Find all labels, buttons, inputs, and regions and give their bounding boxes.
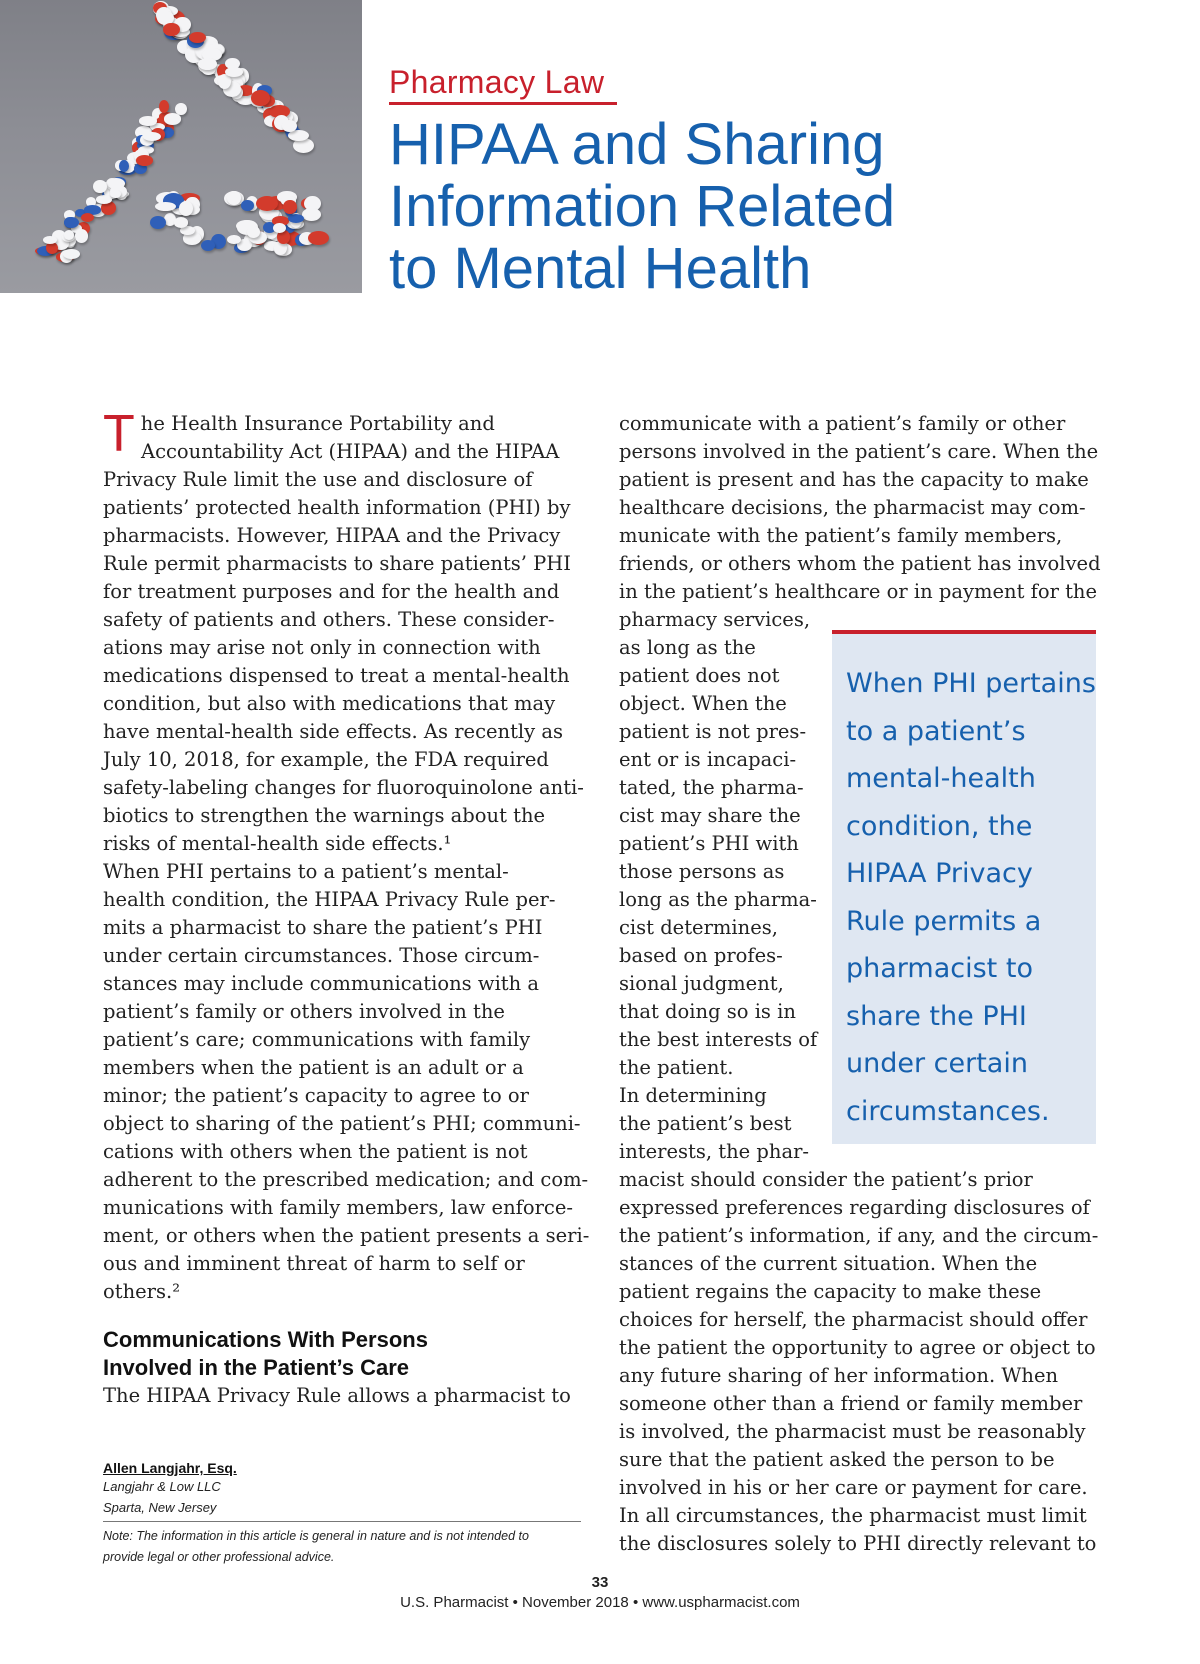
- pull-quote-line: Rule permits a: [846, 905, 1042, 937]
- pill-shape: [43, 236, 57, 244]
- body-line: macist should consider the patient’s prior: [619, 1168, 1033, 1191]
- disclaimer-line: provide legal or other professional advice.: [103, 1550, 335, 1564]
- pill-shape: [150, 216, 166, 229]
- pull-quote-line: under certain: [846, 1048, 1028, 1079]
- pull-quote: [832, 630, 1096, 1144]
- pill-shape: [179, 201, 194, 217]
- body-line: sure that the patient asked the person to be: [619, 1448, 1055, 1471]
- body-line: friends, or others whom the patient has involved: [619, 552, 1101, 575]
- pull-quote-line: share the PHI: [846, 1000, 1027, 1032]
- paragraph-after-subheading: [103, 1382, 581, 1410]
- pill-shape: [75, 229, 88, 243]
- body-line: health condition, the HIPAA Privacy Rule per-: [103, 888, 556, 911]
- body-line: munications with family members, law enforce-: [103, 1196, 573, 1219]
- pill-shape: [159, 100, 169, 113]
- body-line: sional judgment,: [619, 972, 784, 995]
- section-label-underline: [389, 102, 617, 105]
- pill-shape: [164, 113, 181, 124]
- title-line: Information Related: [389, 174, 896, 239]
- body-line: object to sharing of the patient’s PHI; communi-: [103, 1112, 581, 1135]
- body-line: In all circumstances, the pharmacist must limit: [619, 1504, 1087, 1527]
- body-line: he Health Insurance Portability and: [140, 412, 495, 435]
- pull-quote-line: circumstances.: [846, 1095, 1050, 1127]
- pill-shape: [227, 191, 241, 206]
- author-divider: [103, 1521, 581, 1522]
- body-line: object. When the: [619, 692, 787, 715]
- title-line: HIPAA and Sharing: [389, 112, 885, 177]
- author-name: Allen Langjahr, Esq.: [103, 1460, 237, 1476]
- body-line: adherent to the prescribed medication; and com-: [103, 1168, 589, 1191]
- body-line: under certain circumstances. Those circum-: [103, 944, 540, 967]
- body-line: interests, the phar-: [619, 1140, 809, 1163]
- body-line: municate with the patient’s family members,: [619, 524, 1063, 547]
- pull-quote-line: mental-health: [846, 763, 1036, 794]
- body-line: persons involved in the patient’s care. When the: [619, 440, 1099, 463]
- publication-footer: U.S. Pharmacist • November 2018 • www.uspharmacist.com: [400, 1594, 800, 1611]
- body-line: patient is present and has the capacity to make: [619, 468, 1089, 491]
- body-line: condition, but also with medications that may: [103, 692, 556, 715]
- body-line: tated, the pharma-: [619, 776, 804, 799]
- body-line: Accountability Act (HIPAA) and the HIPAA: [141, 440, 560, 463]
- body-line: those persons as: [619, 860, 785, 883]
- pill-shape: [241, 200, 254, 210]
- pull-quote-line: HIPAA Privacy: [846, 858, 1033, 889]
- pill-shape: [288, 214, 304, 223]
- body-line: expressed preferences regarding disclosures of: [619, 1196, 1090, 1219]
- hero-image-gavel-of-pills: [0, 0, 362, 293]
- body-line: communicate with a patient’s family or other: [619, 412, 1066, 435]
- body-line: based on profes-: [619, 944, 783, 967]
- body-line: ations may arise not only in connection with: [103, 636, 541, 659]
- disclaimer-line: Note: The information in this article is general in nature and is not intended to: [103, 1529, 529, 1543]
- body-line: someone other than a friend or family member: [619, 1392, 1083, 1415]
- body-line: In determining: [619, 1084, 767, 1107]
- body-line: stances of the current situation. When the: [619, 1252, 1038, 1275]
- pill-shape: [63, 249, 80, 259]
- body-line: members when the patient is an adult or a: [103, 1056, 524, 1079]
- body-line: patient’s family or others involved in the: [103, 1000, 505, 1023]
- body-line: the disclosures solely to PHI directly relevant to: [619, 1532, 1097, 1555]
- body-line: others.²: [103, 1280, 181, 1303]
- body-line: ent or is incapaci-: [619, 748, 797, 771]
- pill-shape: [110, 190, 121, 198]
- body-line: cist may share the: [619, 804, 801, 827]
- pill-shape: [256, 196, 278, 211]
- left-column: [103, 405, 590, 1410]
- body-line: involved in his or her care or payment for care.: [619, 1476, 1088, 1499]
- pull-quote-line: pharmacist to: [846, 953, 1033, 984]
- pill-shape: [201, 240, 215, 251]
- pill-shape: [163, 23, 179, 37]
- page-number: 33: [591, 1574, 609, 1591]
- body-line: patients’ protected health information (PHI) by: [103, 496, 571, 519]
- body-line: patient does not: [619, 664, 780, 687]
- body-line: choices for herself, the pharmacist should offer: [619, 1308, 1088, 1331]
- body-line: medications dispensed to treat a mental-health: [103, 664, 570, 687]
- section-label: Pharmacy Law: [389, 64, 605, 100]
- body-line: as long as the: [619, 636, 756, 659]
- body-line: patient’s PHI with: [619, 832, 799, 855]
- drop-cap: T: [103, 405, 135, 463]
- body-line: the patient’s information, if any, and the circum-: [619, 1224, 1099, 1247]
- body-line: patient regains the capacity to make these: [619, 1280, 1042, 1303]
- author-location: Sparta, New Jersey: [103, 1500, 217, 1515]
- body-line: pharmacists. However, HIPAA and the Privacy: [103, 524, 561, 547]
- pill-shape: [198, 58, 217, 69]
- body-line: the patient.: [619, 1056, 734, 1079]
- body-line: patient’s care; communications with family: [103, 1028, 531, 1051]
- article-title: [389, 114, 1089, 300]
- pill-shape: [308, 231, 329, 245]
- body-line: minor; the patient’s capacity to agree to or: [103, 1084, 529, 1107]
- body-line: the patient the opportunity to agree or object to: [619, 1336, 1096, 1359]
- body-line: stances may include communications with a: [103, 972, 540, 995]
- author-firm: Langjahr & Low LLC: [103, 1479, 221, 1494]
- pill-shape: [136, 155, 153, 166]
- title-line: to Mental Health: [389, 236, 812, 301]
- body-line: safety-labeling changes for fluoroquinolone anti-: [103, 776, 584, 799]
- author-block: [103, 1460, 581, 1568]
- body-line: Rule permit pharmacists to share patients’ PHI: [103, 552, 572, 575]
- body-line: pharmacy services,: [619, 608, 811, 631]
- body-line: any future sharing of her information. When: [619, 1364, 1059, 1387]
- body-line: the patient’s best: [619, 1112, 792, 1135]
- subheading-line: Communications With Persons: [103, 1327, 428, 1352]
- body-line: for treatment purposes and for the health and: [103, 580, 560, 603]
- body-line: that doing so is in: [619, 1000, 796, 1023]
- body-line: healthcare decisions, the pharmacist may com-: [619, 496, 1086, 519]
- pill-shape: [302, 208, 321, 221]
- body-line: risks of mental-health side effects.¹: [103, 832, 452, 855]
- body-line: When PHI pertains to a patient’s mental-: [103, 860, 509, 883]
- body-line: cist determines,: [619, 916, 778, 939]
- body-line: long as the pharma-: [619, 888, 817, 911]
- subheading-line: Involved in the Patient’s Care: [103, 1355, 410, 1380]
- pull-quote-line: to a patient’s: [846, 715, 1026, 747]
- body-line: safety of patients and others. These consider-: [103, 608, 555, 631]
- body-line: is involved, the pharmacist must be reasonably: [619, 1420, 1086, 1443]
- body-line: cations with others when the patient is not: [103, 1140, 528, 1163]
- pill-shape: [96, 195, 112, 204]
- body-line: ous and imminent threat of harm to self or: [103, 1252, 525, 1275]
- body-line: biotics to strengthen the warnings about the: [103, 804, 546, 827]
- body-line: July 10, 2018, for example, the FDA required: [103, 748, 549, 771]
- pill-shape: [139, 116, 156, 125]
- body-line: the best interests of: [619, 1028, 818, 1051]
- pill-shape: [93, 180, 106, 193]
- pull-quote-text: [832, 634, 1096, 1135]
- pill-shape: [81, 213, 95, 223]
- pull-quote-line: condition, the: [846, 810, 1033, 842]
- intro-paragraphs: [103, 405, 590, 1306]
- subheading: [103, 1326, 581, 1382]
- body-line: Privacy Rule limit the use and disclosure of: [103, 468, 533, 491]
- body-line: ment, or others when the patient presents a seri-: [103, 1224, 590, 1247]
- body-line: in the patient’s healthcare or in payment for the: [619, 580, 1098, 603]
- body-line: have mental-health side effects. As recently as: [103, 720, 564, 743]
- pill-shape: [247, 226, 260, 237]
- pull-quote-line: When PHI pertains: [846, 668, 1096, 699]
- pill-shape: [174, 217, 189, 227]
- body-line: patient is not pres-: [619, 720, 807, 743]
- body-line: mits a pharmacist to share the patient’s PHI: [103, 916, 543, 939]
- body-line: The HIPAA Privacy Rule allows a pharmacist to: [103, 1384, 571, 1407]
- pill-shape: [282, 120, 296, 132]
